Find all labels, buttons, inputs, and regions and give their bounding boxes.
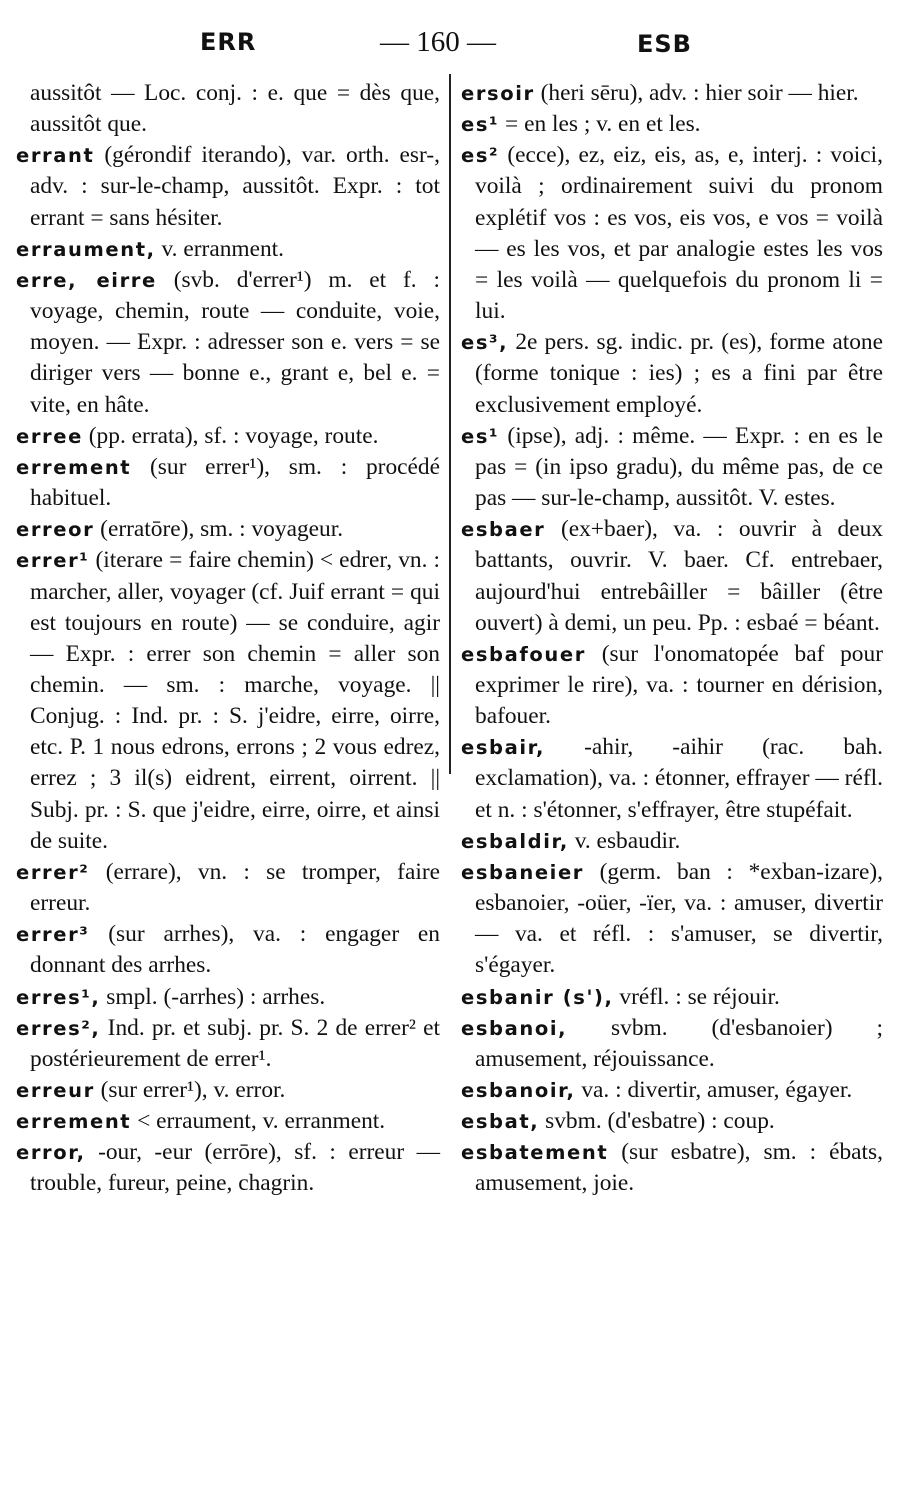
headword: es² bbox=[461, 144, 500, 168]
header-right-guideword: ESB bbox=[637, 30, 692, 58]
dictionary-entry: errant (gérondif iterando), var. orth. esr-, adv. : sur-le-champ, aussitôt. Expr. : tot errant = sans hésiter. bbox=[16, 142, 440, 231]
headword: errer³ bbox=[16, 923, 90, 947]
dictionary-entry: esbafouer (sur l'onomatopée baf pour exprimer le rire), va. : tourner en dérision, bafouer. bbox=[461, 640, 883, 730]
dictionary-entry: esbaneier (germ. ban : *exban-izare), esbanoier, -oüer, -ïer, va. : amuser, divertir — va. et réfl. : s'amuser, se divertir, s'égayer. bbox=[461, 858, 883, 979]
headword: esbanir (s'), bbox=[461, 985, 614, 1009]
headword: esbaldir, bbox=[461, 829, 569, 853]
dictionary-entry: esbaldir, v. esbaudir. bbox=[461, 827, 681, 854]
headword: es¹ bbox=[461, 113, 500, 137]
headword: erraument, bbox=[16, 237, 156, 261]
headword: erreor bbox=[16, 518, 95, 542]
headword: es³, bbox=[461, 331, 509, 355]
headword: ersoir bbox=[461, 82, 535, 105]
dictionary-entry: error, -our, -eur (errōre), sf. : erreur — trouble, fureur, peine, chagrin. bbox=[16, 1139, 440, 1197]
dictionary-entry: esbat, svbm. (d'esbatre) : coup. bbox=[461, 1108, 775, 1135]
left-column bbox=[16, 78, 440, 1200]
dictionary-entry: esbanoir, va. : divertir, amuser, égayer. bbox=[461, 1077, 853, 1103]
headword: errer¹ bbox=[16, 549, 90, 573]
headword: erres², bbox=[16, 1016, 101, 1040]
dictionary-entry: errement < erraument, v. erranment. bbox=[16, 1108, 386, 1135]
dictionary-entry: es¹ = en les ; v. en et les. bbox=[461, 111, 701, 138]
headword: errement bbox=[16, 1110, 132, 1134]
dictionary-entry: erraument, v. erranment. bbox=[16, 235, 285, 262]
dictionary-entry: ersoir (heri sēru), adv. : hier soir — hier. bbox=[461, 80, 859, 106]
headword: esbaer bbox=[461, 518, 546, 542]
headword: error, bbox=[16, 1141, 86, 1165]
headword: erree bbox=[16, 424, 83, 448]
headword: esbatement bbox=[461, 1141, 609, 1165]
headword: esbat, bbox=[461, 1110, 540, 1134]
dictionary-entry: erreur (sur errer¹), v. error. bbox=[16, 1077, 286, 1103]
column-divider bbox=[449, 74, 451, 774]
headword: esbanoi, bbox=[461, 1016, 568, 1040]
dictionary-entry: esbanir (s'), vréfl. : se réjouir. bbox=[461, 983, 780, 1010]
headword: errer² bbox=[16, 860, 90, 884]
dictionary-entry: erres², Ind. pr. et subj. pr. S. 2 de errer² et postérieurement de errer¹. bbox=[16, 1014, 440, 1072]
dictionary-entry: erreor (erratōre), sm. : voyageur. bbox=[16, 516, 344, 543]
dictionary-entry: erres¹, smpl. (-arrhes) : arrhes. bbox=[16, 983, 326, 1010]
right-column bbox=[461, 78, 883, 1200]
dictionary-entry: errer¹ (iterare = faire chemin) < edrer, vn. : marcher, aller, voyager (cf. Juif errant = qui est toujours en route) — se conduire, agir — Expr. : errer son chemin = aller son chemin. — sm. : marche, voyage. || Conjug. : Ind. pr. : S. j'eidre, eirre, oirre, etc. P. 1 nous edrons, errons ; 2 vous edrez, errez ; 3 il(s) eidrent, eirrent, oirrent. || Subj. pr. : S. que j'eidre, eirre, oirre, et ainsi de suite. bbox=[16, 547, 440, 854]
dictionary-entry: aussitôt — Loc. conj. : e. que = dès que, aussitôt que. bbox=[30, 80, 440, 138]
dictionary-entry: es³, 2e pers. sg. indic. pr. (es), forme atone (forme tonique : ies) ; es a fini par être exclusivement employé. bbox=[461, 329, 883, 418]
header-left-guideword: ERR bbox=[200, 28, 257, 56]
headword: es¹ bbox=[461, 424, 500, 448]
headword: errant bbox=[16, 144, 95, 168]
headword: errement bbox=[16, 455, 132, 479]
dictionary-entry: esbaer (ex+baer), va. : ouvrir à deux battants, ouvrir. V. baer. Cf. entrebaer, aujourd'hui entrebâiller = bâiller (être ouvert) à demi, un peu. Pp. : esbaé = béant. bbox=[461, 516, 883, 636]
headword: esbafouer bbox=[461, 642, 586, 666]
dictionary-entry: errer² (errare), vn. : se tromper, faire erreur. bbox=[16, 858, 440, 917]
dictionary-entry: esbatement (sur esbatre), sm. : ébats, amusement, joie. bbox=[461, 1139, 883, 1197]
headword: esbaneier bbox=[461, 860, 584, 884]
dictionary-entry: errer³ (sur arrhes), va. : engager en donnant des arrhes. bbox=[16, 921, 440, 979]
page-number: — 160 — bbox=[380, 26, 496, 58]
dictionary-entry: es² (ecce), ez, eiz, eis, as, e, interj. : voici, voilà ; ordinairement suivi du pronom explétif vos : es vos, eis vos, e vos = voilà — es les vos, et par analogie estes les vos = les voilà — quelquefois du pronom li = lui. bbox=[461, 142, 883, 325]
headword: erreur bbox=[16, 1079, 95, 1102]
dictionary-entry: errement (sur errer¹), sm. : procédé habituel. bbox=[16, 453, 440, 512]
dictionary-entry: esbanoi, svbm. (d'esbanoier) ; amusement, réjouissance. bbox=[461, 1014, 883, 1072]
dictionary-entry: erree (pp. errata), sf. : voyage, route. bbox=[16, 422, 379, 449]
page-header bbox=[0, 22, 907, 62]
dictionary-entry: es¹ (ipse), adj. : même. — Expr. : en es le pas = (in ipso gradu), du même pas, de ce pas — sur-le-champ, aussitôt. V. estes. bbox=[461, 422, 883, 512]
headword: esbanoir, bbox=[461, 1079, 576, 1102]
dictionary-entry: erre, eirre (svb. d'errer¹) m. et f. : voyage, chemin, route — conduite, voie, moyen. — Expr. : adresser son e. vers = se diriger vers — bonne e., grant e, bel e. = vite, en hâte. bbox=[16, 266, 440, 418]
headword: esbair, bbox=[461, 736, 545, 760]
dictionary-entry: esbair, -ahir, -aihir (rac. bah. exclamation), va. : étonner, effrayer — réfl. et n. : s'étonner, s'effrayer, être stupéfait. bbox=[461, 734, 883, 823]
headword: erres¹, bbox=[16, 985, 101, 1009]
headword: erre, eirre bbox=[16, 268, 157, 292]
